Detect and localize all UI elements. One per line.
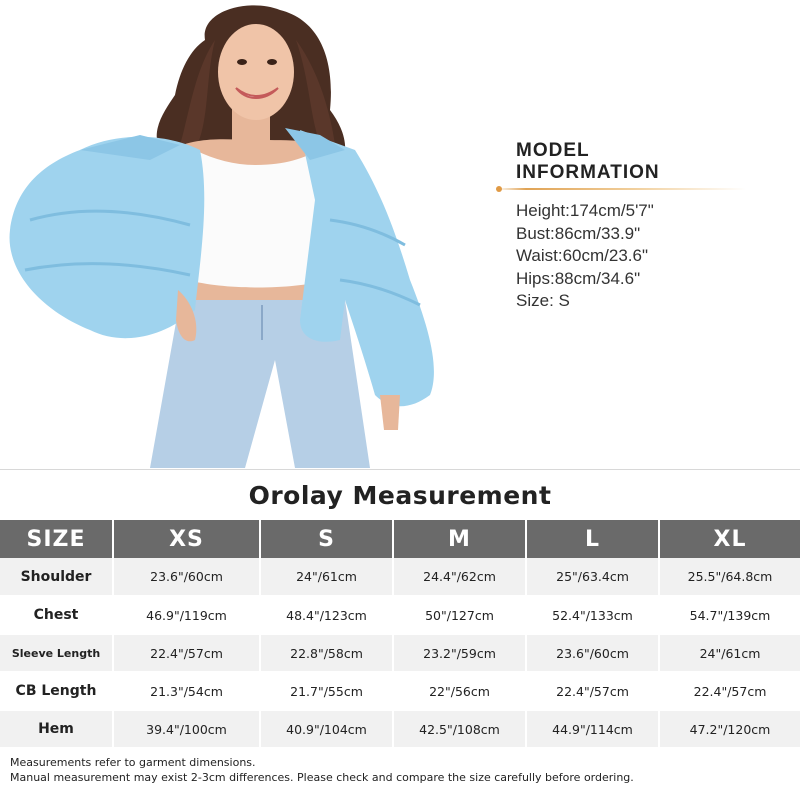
table-cell: 22.4"/57cm <box>113 634 260 672</box>
decorative-rule <box>496 188 746 190</box>
table-cell: 54.7"/139cm <box>659 596 800 634</box>
table-cell: 22.8"/58cm <box>260 634 393 672</box>
table-row <box>0 710 800 748</box>
model-waist: Waist:60cm/23.6" <box>516 246 649 265</box>
table-cell: 22.4"/57cm <box>659 672 800 710</box>
model-height: Height:174cm/5'7" <box>516 201 654 220</box>
model-size: Size: S <box>516 291 570 310</box>
table-cell: 21.7"/55cm <box>260 672 393 710</box>
measurement-section <box>0 469 800 800</box>
table-row <box>0 672 800 710</box>
model-info-title-line1: MODEL <box>516 140 590 161</box>
face <box>218 24 294 120</box>
table-cell: 46.9"/119cm <box>113 596 260 634</box>
note-manual-measurement: Manual measurement may exist 2-3cm differences. Please check and compare the size carefully before ordering. <box>10 771 634 784</box>
row-label-sleeve-length: Sleeve Length <box>0 634 113 672</box>
table-cell: 52.4"/133cm <box>526 596 659 634</box>
table-cell: 22.4"/57cm <box>526 672 659 710</box>
table-cell: 23.2"/59cm <box>393 634 526 672</box>
table-cell: 39.4"/100cm <box>113 710 260 748</box>
table-cell: 22"/56cm <box>393 672 526 710</box>
table-cell: 44.9"/114cm <box>526 710 659 748</box>
table-cell: 24"/61cm <box>260 558 393 596</box>
table-row <box>0 596 800 634</box>
header-xl: XL <box>659 520 800 558</box>
model-hips: Hips:88cm/34.6" <box>516 268 641 288</box>
jacket-left <box>10 137 205 338</box>
model-information-panel <box>516 140 786 313</box>
table-cell: 47.2"/120cm <box>659 710 800 748</box>
measurement-notes <box>0 749 800 785</box>
table-cell: 21.3"/54cm <box>113 672 260 710</box>
header-s: S <box>260 520 393 558</box>
table-cell: 40.9"/104cm <box>260 710 393 748</box>
size-header-row <box>0 520 800 558</box>
table-row <box>0 558 800 596</box>
table-cell: 24.4"/62cm <box>393 558 526 596</box>
row-label-shoulder: Shoulder <box>0 558 113 596</box>
table-cell: 42.5"/108cm <box>393 710 526 748</box>
header-m: M <box>393 520 526 558</box>
table-cell: 24"/61cm <box>659 634 800 672</box>
model-bust: Bust:86cm/33.9" <box>516 223 641 243</box>
size-chart-table <box>0 520 800 749</box>
model-photo <box>0 0 470 468</box>
table-row <box>0 634 800 672</box>
note-garment-dimensions: Measurements refer to garment dimensions. <box>10 756 256 769</box>
measurement-title: Orolay Measurement <box>0 469 800 520</box>
header-size: SIZE <box>0 520 113 558</box>
table-cell: 23.6"/60cm <box>526 634 659 672</box>
row-label-chest: Chest <box>0 596 113 634</box>
header-xs: XS <box>113 520 260 558</box>
table-cell: 25.5"/64.8cm <box>659 558 800 596</box>
row-label-hem: Hem <box>0 710 113 748</box>
row-label-cb-length: CB Length <box>0 672 113 710</box>
table-cell: 50"/127cm <box>393 596 526 634</box>
table-cell: 23.6"/60cm <box>113 558 260 596</box>
table-cell: 48.4"/123cm <box>260 596 393 634</box>
table-cell: 25"/63.4cm <box>526 558 659 596</box>
model-info-title-line2: INFORMATION <box>516 162 660 183</box>
header-l: L <box>526 520 659 558</box>
rule-dot <box>496 186 502 192</box>
